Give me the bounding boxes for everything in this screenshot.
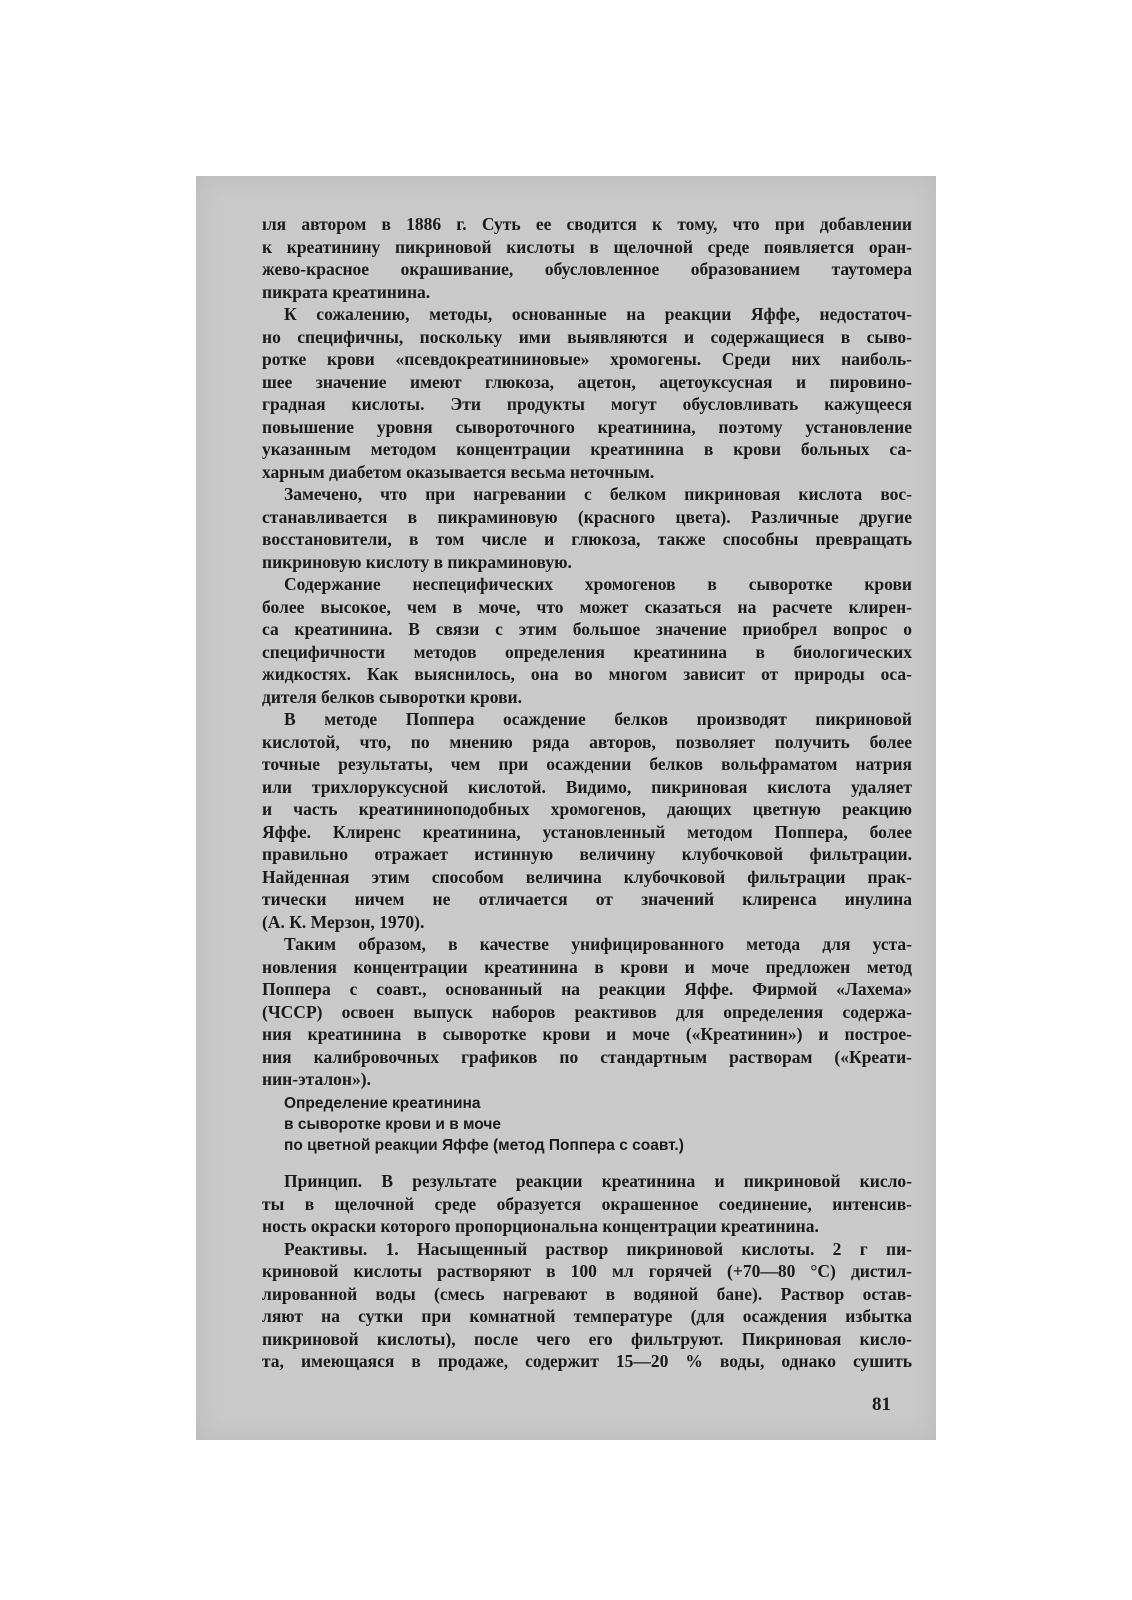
text-line: та, имеющаяся в продаже, содержит 15—20 % воды, однако сушить (262, 1351, 912, 1371)
text-line: (ЧССР) освоен выпуск наборов реактивов для определения содержа- (262, 1001, 912, 1022)
text-line: ты в щелочной среде образуется окрашенное соединение, интенсив- (262, 1193, 912, 1214)
text-line: Таким образом, в качестве унифицированного метода для уста- (284, 934, 912, 954)
text-line: ния креатинина в сыворотке крови и моче («Креатинин») и построе- (262, 1024, 912, 1044)
text-line: пикрата креатинина. (262, 281, 431, 302)
principle-text (262, 1170, 912, 1373)
text-line: Замечено, что при нагревании с белком пикриновая кислота вос- (284, 484, 912, 504)
text-line: К сожалению, методы, основанные на реакции Яффе, недостаточ- (284, 304, 912, 324)
heading-line-1: Определение креатинина (284, 1095, 481, 1112)
text-line: пикриновую кислоту в пикраминовую. (262, 551, 572, 572)
text-line: но специфичны, поскольку ими выявляются и содержащиеся в сыво- (262, 326, 912, 347)
text-line: точные результаты, чем при осаждении белков вольфраматом натрия (262, 754, 912, 774)
heading-line-3: по цветной реакции Яффе (метод Поппера с соавт.) (284, 1137, 684, 1154)
text-line: повышение уровня сывороточного креатинина, поэтому установление (262, 416, 912, 437)
text-line: жево-красное окрашивание, обусловленное образованием таутомера (262, 259, 912, 279)
text-line: более высокое, чем в моче, что может сказаться на расчете клирен- (262, 596, 912, 617)
text-line: пикриновой кислоты), после чего его фильтруют. Пикриновая кисло- (262, 1328, 912, 1349)
text-line: В методе Поппера осаждение белков производят пикриновой (284, 709, 912, 729)
text-line: тически ничем не отличается от значений клиренса инулина (262, 889, 912, 909)
text-line: или трихлоруксусной кислотой. Видимо, пикриновая кислота удаляет (262, 776, 912, 797)
text-line: Найденная этим способом величина клубочковой фильтрации прак- (262, 866, 912, 887)
text-line: и часть креатининоподобных хромогенов, дающих цветную реакцию (262, 799, 912, 819)
text-line: ния калибровочных графиков по стандартным растворам («Креати- (262, 1046, 912, 1067)
text-line: станавливается в пикраминовую (красного цвета). Различные другие (262, 506, 912, 527)
text-line: Яффе. Клиренс креатинина, установленный методом Поппера, более (262, 821, 912, 842)
text-line: харным диабетом оказывается весьма неточным. (262, 461, 655, 482)
text-line: са креатинина. В связи с этим большое значение приобрел вопрос о (262, 619, 912, 639)
text-line: криновой кислоты растворяют в 100 мл горячей (+70—80 °С) дистил- (262, 1261, 912, 1281)
text-line: специфичности методов определения креатинина в биологических (262, 641, 912, 662)
text-line: ıля автором в 1886 г. Суть ее сводится к тому, что при добавлении (262, 214, 912, 234)
text-line: кислотой, что, по мнению ряда авторов, позволяет получить более (262, 731, 912, 752)
text-line: Содержание неспецифических хромогенов в сыворотке крови (284, 574, 912, 594)
text-line: ляют на сутки при комнатной температуре (для осаждения избытка (262, 1306, 912, 1326)
text-line: дителя белков сыворотки крови. (262, 686, 522, 707)
text-line: Поппера с соавт., основанный на реакции Яффе. Фирмой «Лахема» (262, 979, 912, 999)
text-line: указанным методом концентрации креатинина в крови больных са- (262, 439, 912, 459)
text-line: лированной воды (смесь нагревают в водяной бане). Раствор остав- (262, 1283, 912, 1304)
text-line: правильно отражает истинную величину клубочковой фильтрации. (262, 844, 912, 864)
body-text (262, 213, 912, 1091)
text-line: Реактивы. 1. Насыщенный раствор пикриновой кислоты. 2 г пи- (284, 1238, 912, 1259)
text-line: ротке крови «псевдокреатининовые» хромогены. Среди них наиболь- (262, 349, 912, 369)
text-line: ность окраски которого пропорциональна концентрации креатинина. (262, 1216, 819, 1236)
text-line: Принцип. В результате реакции креатинина и пикриновой кисло- (284, 1171, 912, 1191)
text-line: восстановители, в том числе и глюкоза, также способны превращать (262, 529, 912, 549)
text-line: к креатинину пикриновой кислоты в щелочной среде появляется оран- (262, 236, 912, 257)
text-line: шее значение имеют глюкоза, ацетон, ацетоуксусная и пировино- (262, 371, 912, 392)
page-number: 81 (872, 1394, 891, 1415)
heading-line-2: в сыворотке крови и в моче (284, 1116, 501, 1133)
section-heading (284, 1093, 884, 1156)
text-line: градная кислоты. Эти продукты могут обусловливать кажущееся (262, 394, 912, 414)
text-line: нин-эталон»). (262, 1069, 371, 1089)
text-line: (А. К. Мерзон, 1970). (262, 911, 425, 932)
text-line: жидкостях. Как выяснилось, она во многом зависит от природы оса- (262, 664, 912, 684)
text-line: новления концентрации креатинина в крови и моче предложен метод (262, 956, 912, 977)
